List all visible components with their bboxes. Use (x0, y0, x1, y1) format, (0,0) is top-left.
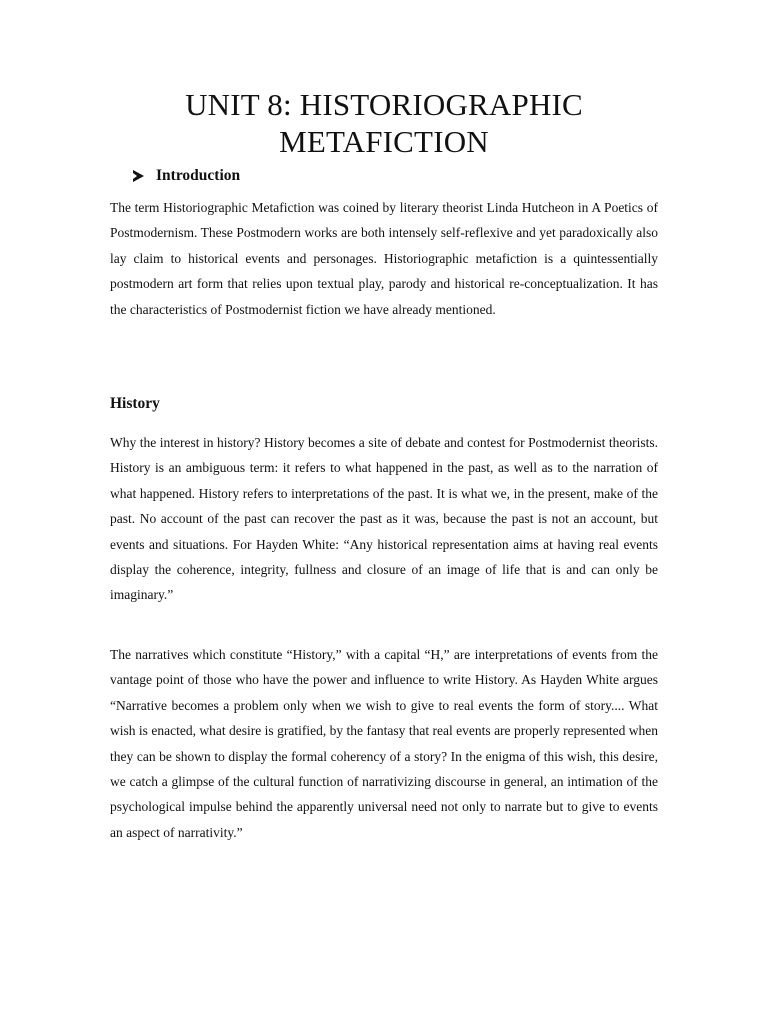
arrow-bullet-icon (133, 170, 144, 182)
page-title (0, 86, 768, 160)
introduction-paragraph: The term Historiographic Metafiction was coined by literary theorist Linda Hutcheon in A Poetics of Postmodernism. These Postmodern works are both intensely self-reflexive and yet paradoxically also lay claim to historical events and personages. Historiographic metafiction is a quintessentially postmodern art form that relies upon textual play, parody and historical re-conceptualization. It has the characteristics of Postmodernist fiction we have already mentioned. (110, 200, 658, 317)
page-title-line-1: UNIT 8: HISTORIOGRAPHIC (185, 87, 583, 122)
history-paragraph-2: The narratives which constitute “History,” with a capital “H,” are interpretations of events from the vantage point of those who have the power and influence to write History. As Hayden White argues “Narrative becomes a problem only when we wish to give to real events the form of story.... What wish is enacted, what desire is gratified, by the fantasy that real events are properly represented when they can be shown to display the formal coherency of a story? In the enigma of this wish, this desire, we catch a glimpse of the cultural function of narrativizing discourse in general, an intimation of the psychological impulse behind the apparently universal need not only to narrate but to give to events an aspect of narrativity.” (110, 647, 658, 840)
history-heading: History (110, 395, 160, 412)
introduction-heading (133, 167, 240, 185)
page-title-line-2: METAFICTION (279, 124, 489, 159)
history-paragraph-1: Why the interest in history? History becomes a site of debate and contest for Postmodernist theorists. History is an ambiguous term: it refers to what happened in the past, as well as to the narration of what happened. History refers to interpretations of the past. It is what we, in the present, make of the past. No account of the past can recover the past as it was, because the past is not an account, but events and situations. For Hayden White: “Any historical representation aims at having real events display the coherence, integrity, fullness and closure of an image of life that is and can only be imaginary.” (110, 435, 658, 603)
introduction-heading-label: Introduction (156, 167, 241, 184)
